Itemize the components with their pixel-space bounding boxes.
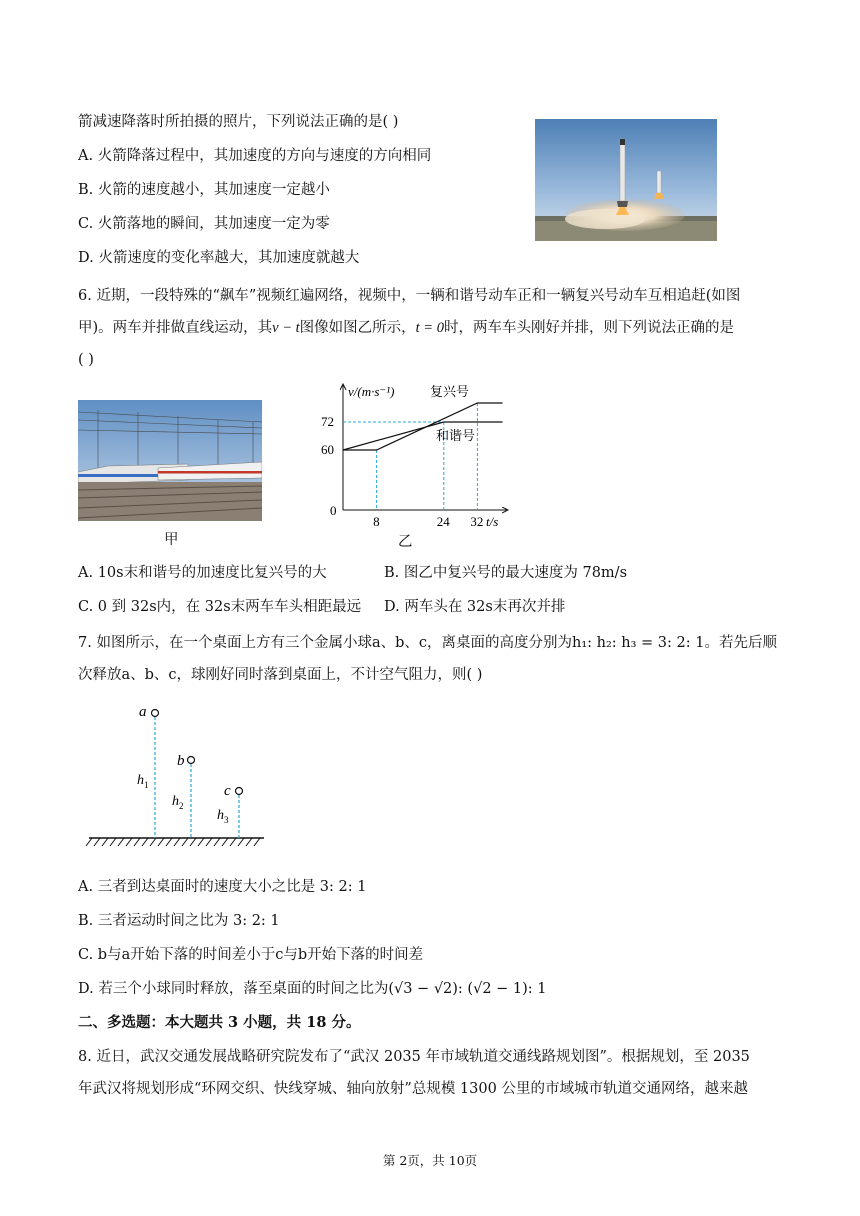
label-b: b: [177, 753, 185, 769]
ball-b: [188, 757, 195, 764]
q6-option-c: C. 0 到 32s内，在 32s末两车车头相距最远: [78, 599, 362, 615]
q7-option-a: A. 三者到达桌面时的速度大小之比是 3: 2: 1: [78, 879, 367, 895]
q6-option-b: B. 图乙中复兴号的最大速度为 78m/s: [384, 565, 628, 581]
origin-label: 0: [330, 503, 337, 518]
ball-a: [152, 710, 159, 717]
y-tick-72: 72: [321, 414, 334, 429]
x-axis-label: t/s: [486, 514, 499, 528]
label-c: c: [224, 783, 231, 799]
q8-stem-line1: 8. 近日，武汉交通发展战略研究院发布了“武汉 2035 年市域轨道交通线路规划图”。根据规划，至 2035: [78, 1049, 750, 1065]
label-h1: $h_1$: [137, 773, 149, 790]
q6-stem-line2: 甲)。两车并排做直线运动，其v − t图像如图乙所示，t = 0时，两车车头刚好并排，则下列说法正确的是: [78, 320, 734, 336]
x-tick-32: 32: [470, 514, 484, 528]
label-h3: $h_3$: [217, 808, 229, 825]
q6-answer-paren: ( ): [78, 352, 94, 368]
legend-fuxing: 复兴号: [430, 384, 470, 399]
graph-caption-yi: 乙: [398, 534, 413, 550]
train-photo: [78, 400, 262, 521]
legend-hexie: 和谐号: [436, 428, 476, 443]
q8-stem-line2: 年武汉将规划形成“环网交织、快线穿城、轴向放射”总规模 1300 公里的市域城市轨道交通网络，越来越: [78, 1081, 748, 1097]
q7-option-b: B. 三者运动时间之比为 3: 2: 1: [78, 913, 280, 929]
page-footer: 第 2页，共 10页: [382, 1153, 478, 1168]
ball-c: [236, 788, 243, 795]
q7-stem-line1: 7. 如图所示，在一个桌面上方有三个金属小球a、b、c，离桌面的高度分别为h₁: h₂: h₃ = 3: 2: 1。若先后顺: [78, 635, 777, 651]
vt-chart: [318, 378, 518, 528]
series-line-hexie: [343, 422, 503, 450]
photo-caption-jia: 甲: [164, 532, 179, 548]
label-a: a: [139, 704, 147, 720]
q5-stem-tail: 箭减速降落时所拍摄的照片，下列说法正确的是( ): [78, 114, 399, 130]
x-tick-8: 8: [373, 514, 380, 528]
q7-option-c: C. b与a开始下落的时间差小于c与b开始下落的时间差: [78, 947, 424, 963]
q6-stem-line1: 6. 近期，一段特殊的“飙车”视频红遍网络，视频中，一辆和谐号动车正和一辆复兴号动车互相追赶(如图: [78, 288, 741, 304]
x-tick-24: 24: [436, 514, 450, 528]
table-hatching: [86, 838, 260, 846]
ball-height-figure: [84, 698, 274, 858]
y-tick-60: 60: [321, 442, 334, 457]
rocket-landing-photo: [535, 119, 717, 241]
q5-option-d: D. 火箭速度的变化率越大，其加速度就越大: [78, 250, 360, 266]
q7-stem-line2: 次释放a、b、c，球刚好同时落到桌面上，不计空气阻力，则( ): [78, 667, 483, 683]
q5-option-a: A. 火箭降落过程中，其加速度的方向与速度的方向相同: [78, 148, 432, 164]
q7-option-d: D. 若三个小球同时释放，落至桌面的时间之比为(√3 − √2): (√2 − 1): 1: [78, 981, 547, 997]
label-h2: $h_2$: [172, 794, 184, 811]
section-title-multiple-choice: 二、多选题：本大题共 3 小题，共 18 分。: [78, 1014, 361, 1031]
q6-option-d: D. 两车头在 32s末再次并排: [384, 599, 566, 615]
q5-option-b: B. 火箭的速度越小，其加速度一定越小: [78, 182, 330, 198]
q6-option-a: A. 10s末和谐号的加速度比复兴号的大: [78, 565, 327, 581]
q5-option-c: C. 火箭落地的瞬间，其加速度一定为零: [78, 216, 330, 232]
y-axis-label: v/(m·s⁻¹): [348, 384, 395, 399]
